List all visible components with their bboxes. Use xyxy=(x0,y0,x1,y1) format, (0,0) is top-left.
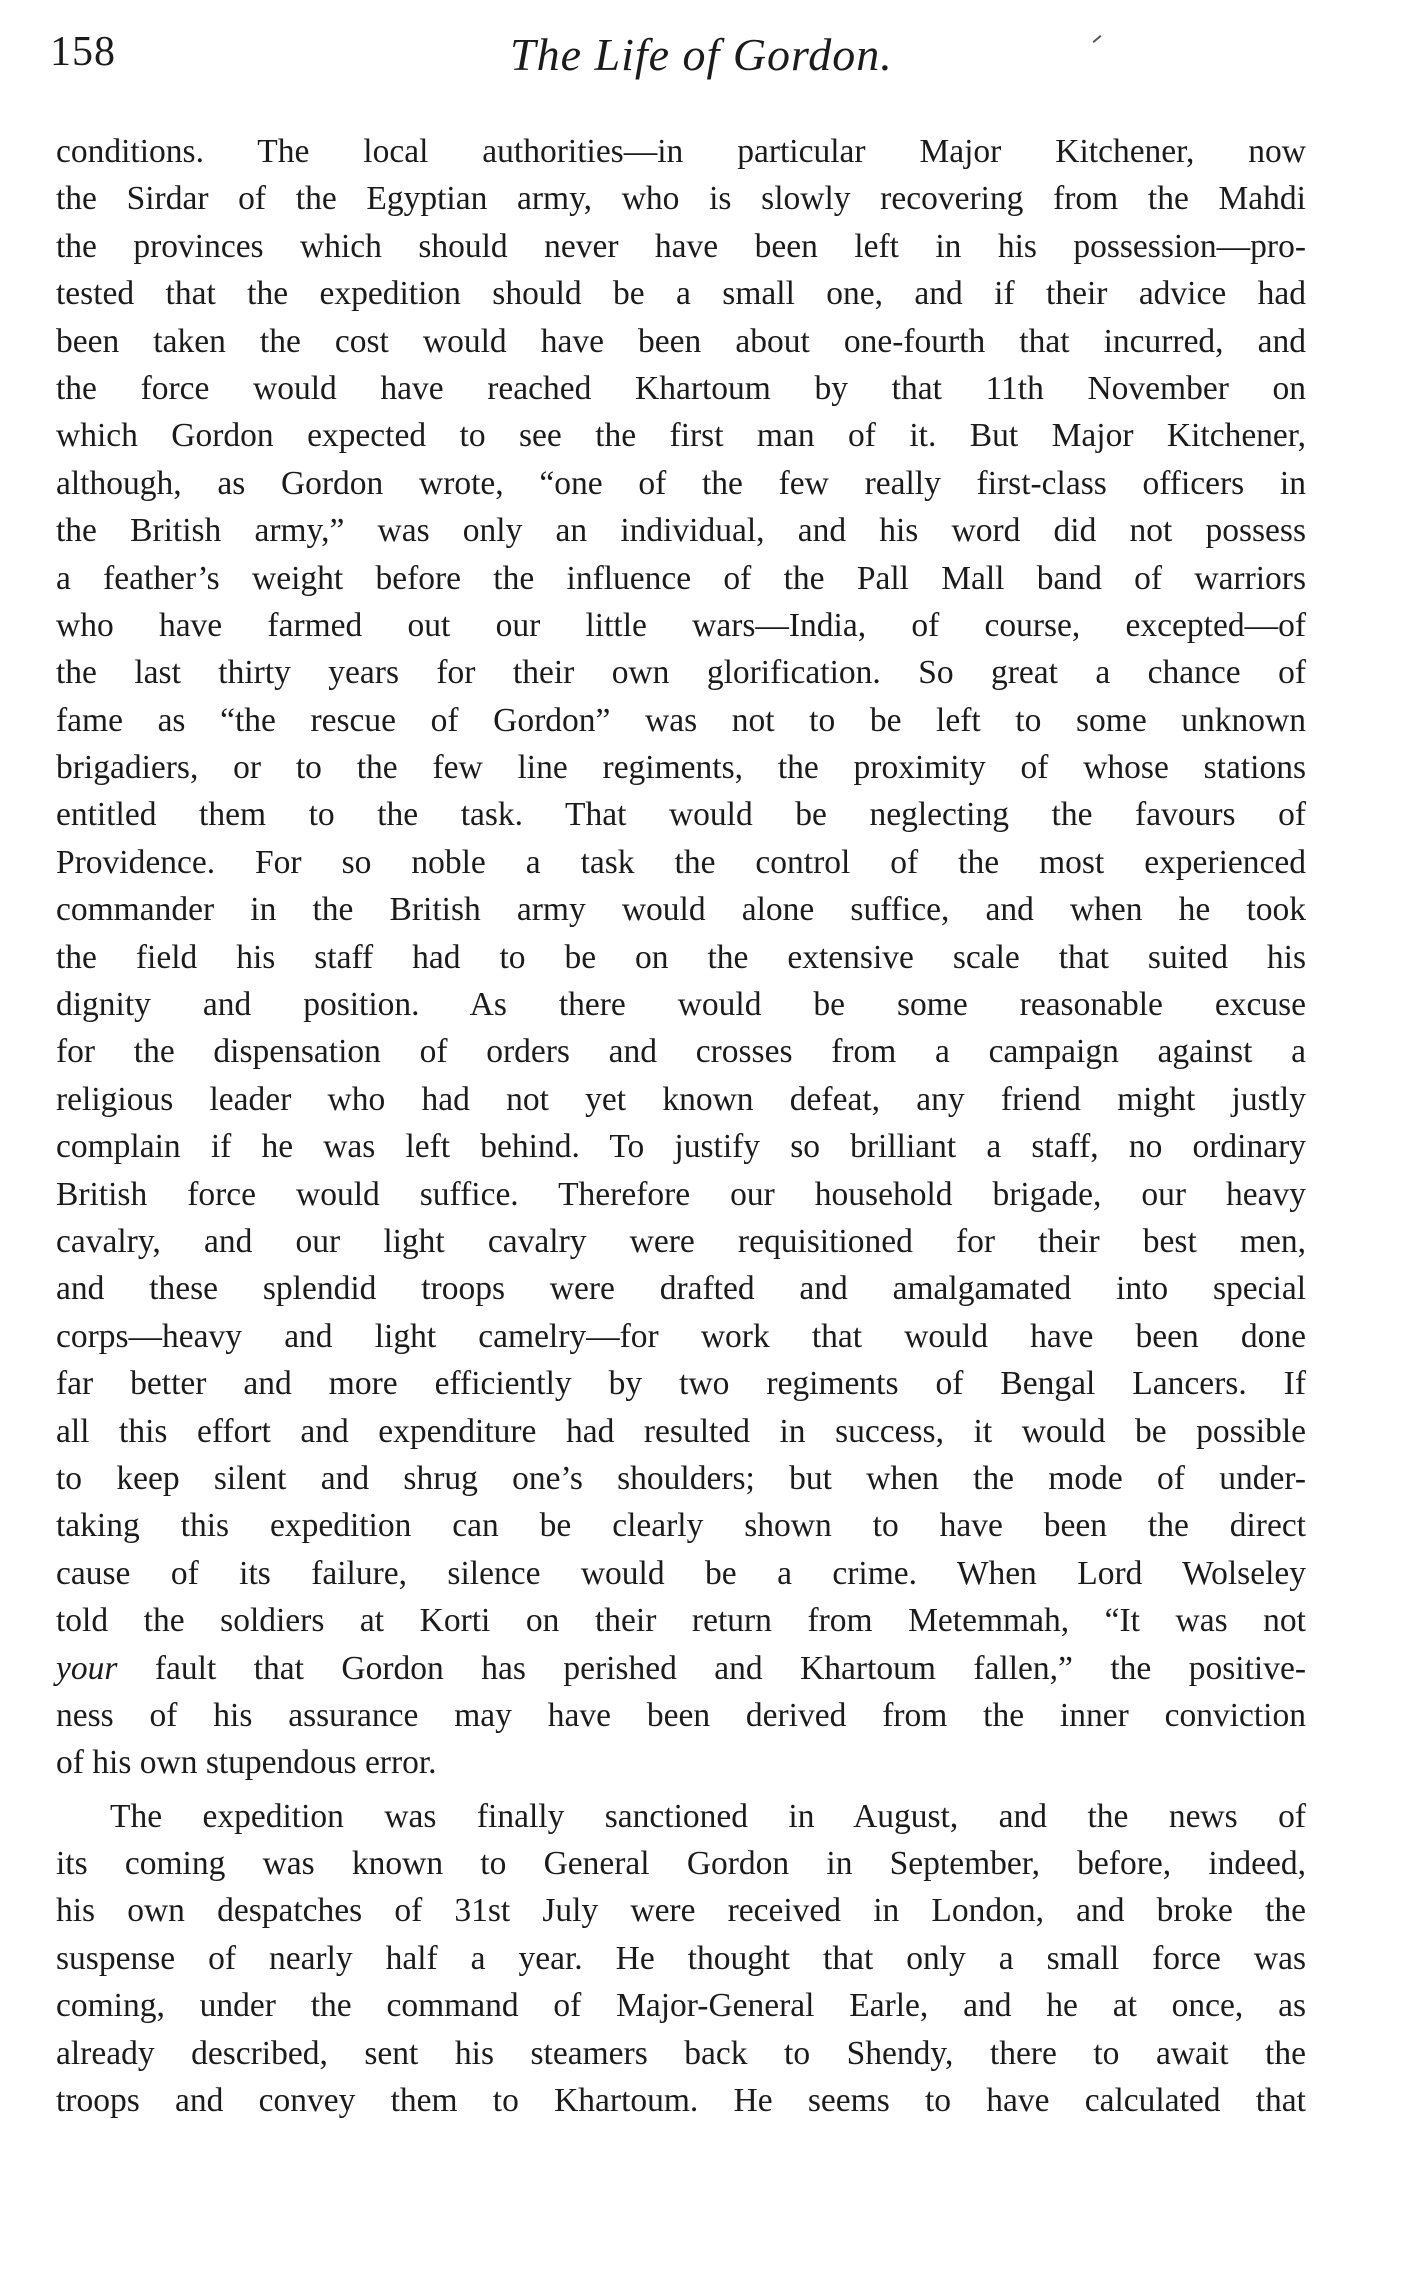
text-line: coming, under the command of Major-General Earle, and he at once, as xyxy=(56,1987,1306,2025)
text-line: which Gordon expected to see the first man of it. But Major Kitchener, xyxy=(56,417,1306,455)
text-line: and these splendid troops were drafted and amalgamated into special xyxy=(56,1270,1306,1308)
text-line: religious leader who had not yet known defeat, any friend might justly xyxy=(56,1080,1306,1118)
text-line: commander in the British army would alone suffice, and when he took xyxy=(56,891,1306,929)
text-line: for the dispensation of orders and crosses from a campaign against a xyxy=(56,1033,1306,1071)
text-line: British force would suffice. Therefore our household brigade, our heavy xyxy=(56,1175,1306,1213)
text-line: been taken the cost would have been about one-fourth that incurred, and xyxy=(56,322,1306,360)
text-line: far better and more efficiently by two regiments of Bengal Lancers. If xyxy=(56,1365,1306,1403)
text-line: a feather’s weight before the influence of the Pall Mall band of warriors xyxy=(56,559,1306,597)
text-line: complain if he was left behind. To justify so brilliant a staff, no ordinary xyxy=(56,1128,1306,1166)
text-line: suspense of nearly half a year. He thought that only a small force was xyxy=(56,1939,1306,1977)
text-line: of his own stupendous error. xyxy=(56,1744,437,1782)
text-line: taking this expedition can be clearly shown to have been the direct xyxy=(56,1507,1306,1545)
text-line: ness of his assurance may have been derived from the inner conviction xyxy=(56,1696,1306,1734)
text-line: entitled them to the task. That would be neglecting the favours of xyxy=(56,796,1306,834)
text-line: conditions. The local authorities—in particular Major Kitchener, now xyxy=(56,133,1306,170)
text-line: all this effort and expenditure had resulted in success, it would be possible xyxy=(56,1412,1306,1450)
text-line: corps—heavy and light camelry—for work that would have been done xyxy=(56,1317,1306,1355)
text-line-rest: fault that Gordon has perished and Khartoum fallen,” the positive- xyxy=(117,1649,1306,1687)
text-line: The expedition was finally sanctioned in August, and the news of xyxy=(110,1797,1306,1835)
text-line-with-italic xyxy=(56,1645,1306,1692)
text-line: fame as “the rescue of Gordon” was not to be left to some unknown xyxy=(56,701,1306,739)
text-line: the force would have reached Khartoum by that 11th November on xyxy=(56,369,1306,407)
text-line: already described, sent his steamers back to Shendy, there to await the xyxy=(56,2034,1306,2072)
page-number: 158 xyxy=(50,29,116,75)
italic-word: your xyxy=(56,1649,118,1687)
text-line: its coming was known to General Gordon in September, before, indeed, xyxy=(56,1845,1306,1883)
text-line: troops and convey them to Khartoum. He seems to have calculated that xyxy=(56,2082,1306,2120)
text-line: Providence. For so noble a task the control of the most experienced xyxy=(56,843,1306,881)
text-line: dignity and position. As there would be some reasonable excuse xyxy=(56,986,1306,1024)
stray-ink-mark xyxy=(1093,35,1102,43)
text-line: the British army,” was only an individual, and his word did not possess xyxy=(56,512,1306,550)
text-line: cause of its failure, silence would be a crime. When Lord Wolseley xyxy=(56,1554,1306,1592)
text-line: cavalry, and our light cavalry were requisitioned for their best men, xyxy=(56,1222,1306,1260)
text-line: told the soldiers at Korti on their return from Metemmah, “It was not xyxy=(56,1602,1306,1640)
text-line: who have farmed out our little wars—India, of course, excepted—of xyxy=(56,606,1306,644)
text-line: his own despatches of 31st July were received in London, and broke the xyxy=(56,1892,1306,1930)
paragraph-1 xyxy=(56,128,1306,1787)
text-line: to keep silent and shrug one’s shoulders; but when the mode of under- xyxy=(56,1459,1306,1497)
text-line: the last thirty years for their own glorification. So great a chance of xyxy=(56,654,1306,692)
running-title: The Life of Gordon. xyxy=(510,29,893,80)
text-line: tested that the expedition should be a small one, and if their advice had xyxy=(56,275,1306,313)
text-line: the field his staff had to be on the extensive scale that suited his xyxy=(56,938,1306,976)
body-text xyxy=(56,128,1306,2124)
text-line: although, as Gordon wrote, “one of the few really first-class officers in xyxy=(56,464,1306,502)
paragraph-2 xyxy=(56,1793,1306,2125)
text-line: the Sirdar of the Egyptian army, who is slowly recovering from the Mahdi xyxy=(56,180,1306,218)
text-line: brigadiers, or to the few line regiments, the proximity of whose stations xyxy=(56,749,1306,787)
text-line: the provinces which should never have been left in his possession—pro- xyxy=(56,227,1306,265)
page-header xyxy=(50,28,1300,98)
